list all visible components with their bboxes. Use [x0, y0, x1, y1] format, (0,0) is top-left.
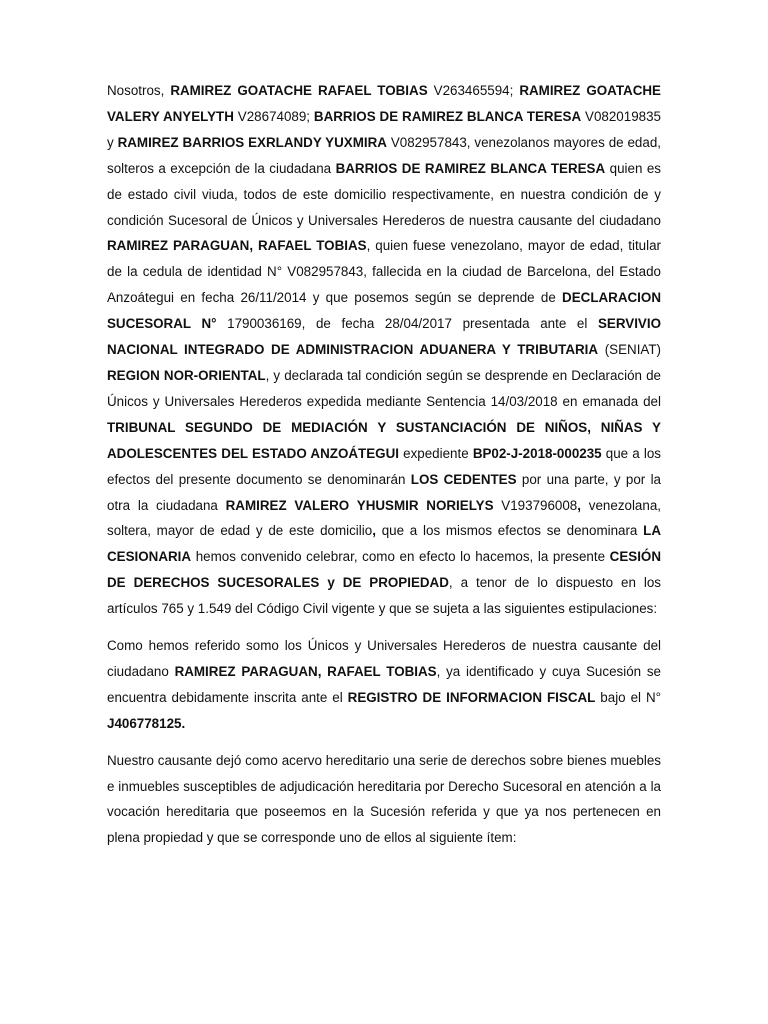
paragraph-3 — [107, 748, 661, 852]
bold-text-segment: BARRIOS DE RAMIREZ BLANCA TERESA — [313, 108, 582, 124]
bold-text-segment: RAMIREZ BARRIOS EXRLANDY YUXMIRA — [117, 134, 387, 150]
bold-text-segment: , — [577, 497, 581, 513]
text-segment: expediente — [398, 445, 473, 461]
paragraph-1 — [107, 78, 661, 622]
text-segment: , a tenor de lo dispuesto en los artículos 765 y 1.549 del Código Civil vigente y que se sujeta a las siguientes estipulaciones: — [107, 575, 661, 617]
bold-text-segment: LA CESIONARIA — [107, 523, 661, 565]
text-segment: Nosotros, — [107, 83, 171, 98]
bold-text-segment: REGION NOR-ORIENTAL — [107, 367, 266, 383]
paragraph-2 — [107, 633, 661, 737]
text-segment: que a los efectos del presente documento se denominarán — [107, 445, 661, 487]
bold-text-segment: LOS CEDENTES — [410, 471, 517, 487]
text-segment: , ya identificado y cuya Sucesión se encuentra debidamente inscrita ante el — [107, 663, 661, 705]
bold-text-segment: RAMIREZ GOATACHE RAFAEL TOBIAS — [170, 83, 428, 98]
text-segment: V28674089; — [233, 108, 314, 124]
text-segment: Nuestro causante dejó como acervo hereditario una serie de derechos sobre bienes muebles e inmuebles susceptibles de adjudicación hereditaria por Derecho Sucesoral en atención a la vocación hereditaria que poseemos en la Sucesión referida y que ya nos pertenecen en plena propiedad y que se corresponde uno de ellos al siguiente ítem: — [107, 752, 661, 846]
text-segment: Como hemos referido somo los Únicos y Universales Herederos de nuestra causante del ciudadano — [107, 638, 661, 679]
bold-text-segment: BARRIOS DE RAMIREZ BLANCA TERESA — [335, 160, 606, 176]
text-segment: que a los mismos efectos se denominara — [375, 523, 644, 539]
bold-text-segment: , — [372, 523, 376, 539]
text-segment: V263465594; — [427, 83, 520, 98]
text-segment: (SENIAT) — [598, 342, 661, 358]
bold-text-segment: CESIÓN DE DERECHOS SUCESORALES y DE PROPIEDAD — [107, 549, 661, 591]
text-segment: , quien fuese venezolano, mayor de edad, titular de la cedula de identidad N° V082957843, fallecida en la ciudad de Barcelona, del Estado Anzoátegui en fecha 26/11/2014 y que posemos según se deprende de — [107, 238, 661, 306]
text-segment: 1790036169, de fecha 28/04/2017 presentada ante el — [216, 316, 598, 332]
bold-text-segment: RAMIREZ PARAGUAN, RAFAEL TOBIAS — [174, 663, 437, 679]
bold-text-segment: J406778125. — [107, 715, 186, 731]
bold-text-segment: BP02-J-2018-000235 — [472, 445, 602, 461]
text-segment: venezolana, soltera, mayor de edad y de este domicilio — [107, 497, 661, 539]
text-segment: hemos convenido celebrar, como en efecto lo hacemos, la presente — [191, 549, 610, 565]
bold-text-segment: RAMIREZ PARAGUAN, RAFAEL TOBIAS — [107, 238, 367, 254]
text-segment: bajo el N° — [595, 689, 661, 705]
document-page — [107, 78, 661, 851]
text-segment: quien es de estado civil viuda, todos de este domicilio respectivamente, en nuestra condición de y condición Sucesoral de Únicos y Universales Herederos de nuestra causante del ciudadano — [107, 160, 662, 228]
bold-text-segment: SERVIVIO NACIONAL INTEGRADO DE ADMINISTRACION ADUANERA Y TRIBUTARIA — [107, 316, 661, 358]
bold-text-segment: REGISTRO DE INFORMACION FISCAL — [347, 689, 596, 705]
text-segment: V082957843, venezolanos mayores de edad, solteros a excepción de la ciudadana — [107, 134, 661, 176]
bold-text-segment: TRIBUNAL SEGUNDO DE MEDIACIÓN Y SUSTANCIACIÓN DE NIÑOS, NIÑAS Y ADOLESCENTES DEL ESTADO ANZOÁTEGUI — [107, 419, 661, 461]
bold-text-segment: RAMIREZ VALERO YHUSMIR NORIELYS — [225, 497, 494, 513]
bold-text-segment: RAMIREZ GOATACHE VALERY ANYELYTH — [107, 83, 661, 124]
text-segment: V082019835 y — [107, 108, 661, 150]
text-segment: , y declarada tal condición según se desprende en Declaración de Únicos y Universales Herederos expedida mediante Sentencia 14/03/2018 en emanada del — [107, 367, 662, 409]
bold-text-segment: DECLARACION SUCESORAL N° — [107, 290, 661, 332]
text-segment: por una parte, y por la otra la ciudadana — [107, 471, 662, 513]
text-segment: V193796008 — [493, 497, 578, 513]
